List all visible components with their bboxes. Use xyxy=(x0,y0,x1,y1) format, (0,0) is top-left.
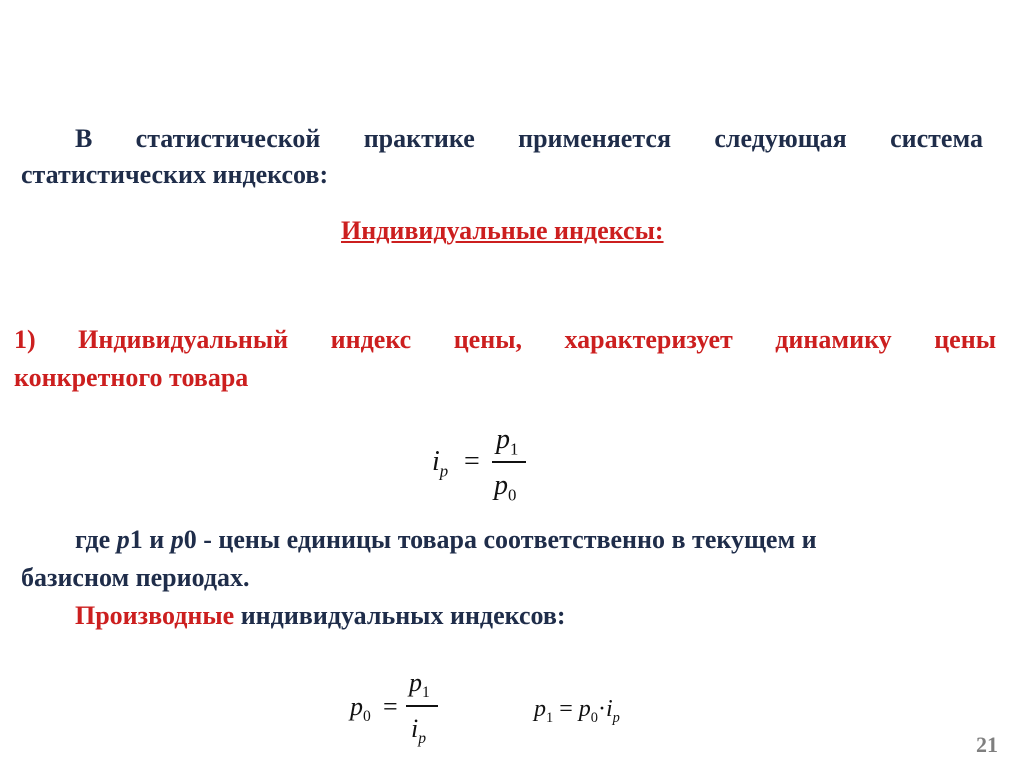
formula2-denominator: $i_p$ xyxy=(411,714,427,748)
page-number: 21 xyxy=(976,732,998,757)
intro-line-2: статистических индексов: xyxy=(21,160,329,189)
formula2-numerator: $p_1$ xyxy=(409,668,430,702)
derived-red: Производные xyxy=(75,601,235,630)
where-line-2: базисном периодах. xyxy=(21,563,250,592)
formula1-numerator: $p_1$ xyxy=(496,424,519,459)
formula2-lhs: $p_0$ xyxy=(350,692,371,726)
formula2-eq: = xyxy=(383,692,398,721)
formula1-denominator: $p_0$ xyxy=(494,470,517,505)
formula1-fraction-bar xyxy=(492,461,526,463)
where-line-1: где p1 и p0 - цены единицы товара соответственно в текущем и xyxy=(75,525,817,554)
item1-line-1: 1) Индивидуальный индекс цены, характеризует динамику цены xyxy=(14,325,996,354)
formula-current-price: $p_1 = p_0\cdot i_p$ xyxy=(534,696,620,726)
formula1-lhs: $i_p$ xyxy=(432,446,449,481)
formula2-fraction-bar xyxy=(406,705,438,707)
item1-line-2: конкретного товара xyxy=(14,363,249,392)
formula1-eq: = xyxy=(464,446,480,477)
intro-line-1: В статистической практике применяется следующая система xyxy=(75,124,983,153)
derived-line: Производные индивидуальных индексов: xyxy=(75,601,566,630)
section-heading: Индивидуальные индексы: xyxy=(341,216,664,245)
